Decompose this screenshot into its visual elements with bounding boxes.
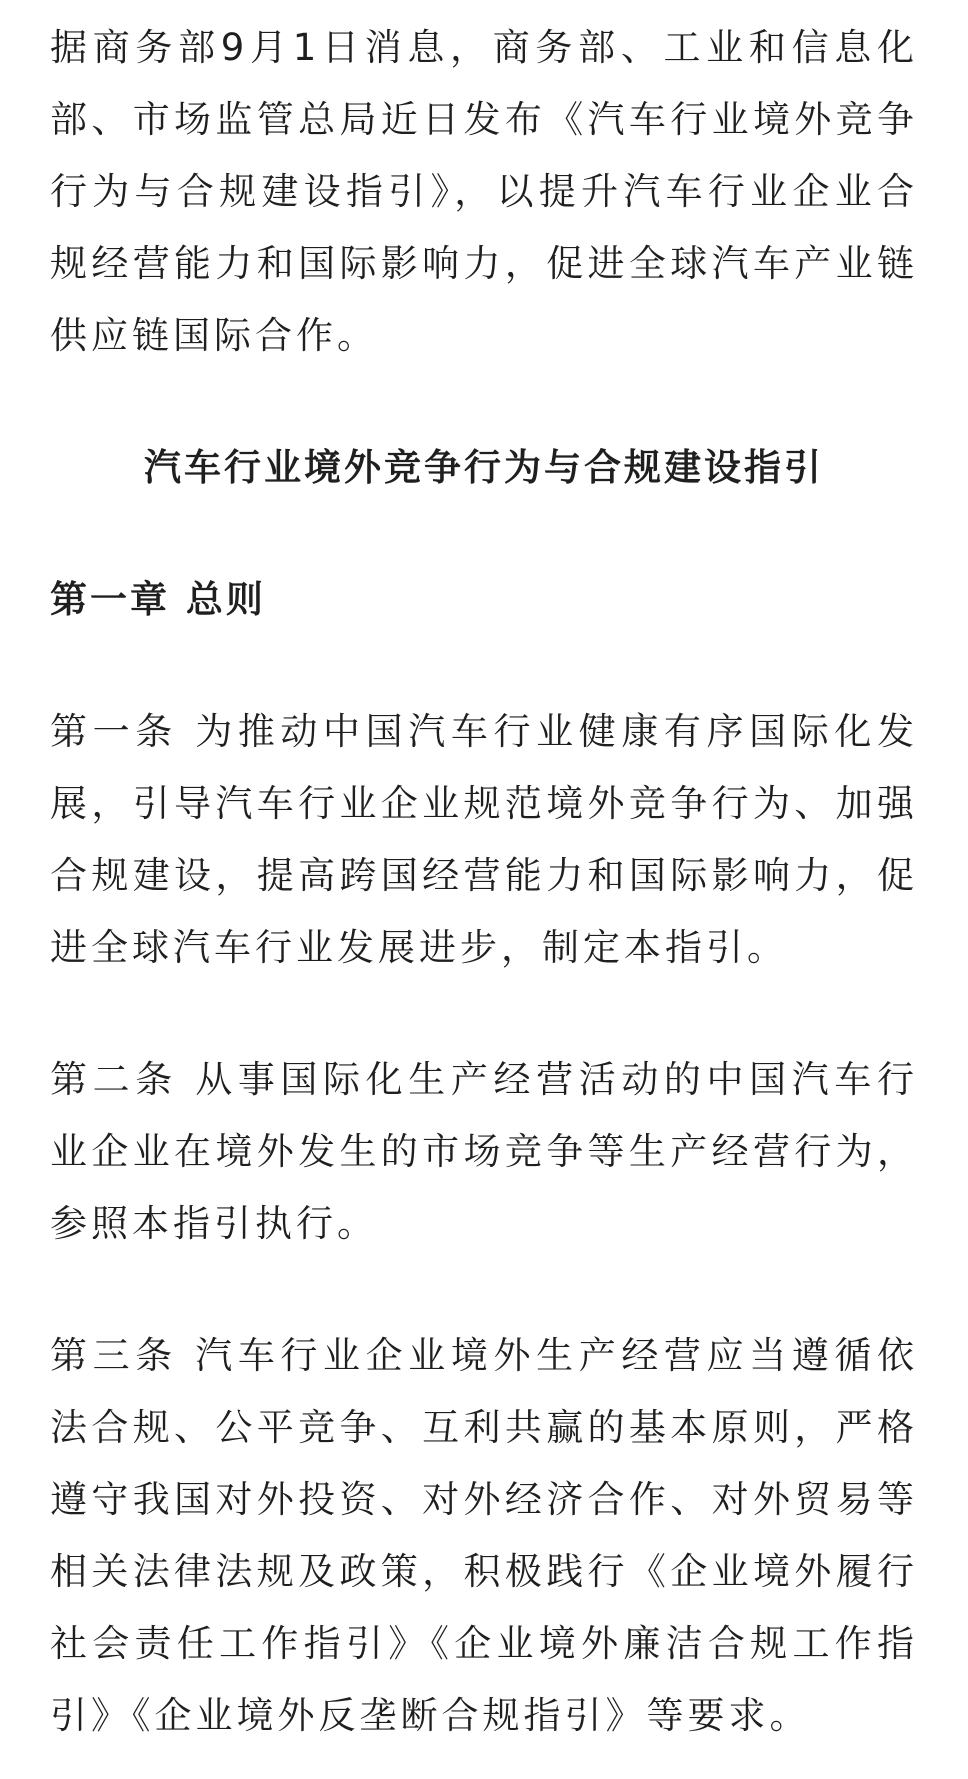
article-3: 第三条 汽车行业企业境外生产经营应当遵循依法合规、公平竞争、互利共赢的基本原则，严格遵守我国对外投资、对外经济合作、对外贸易等相关法律法规及政策，积极践行《企业境外履行社会责任工作指引》《企业境外廉洁合规工作指引》《企业境外反垄断合规指引》等要求。 xyxy=(50,1334,918,1737)
spacer xyxy=(50,372,918,432)
article-1: 第一条 为推动中国汽车行业健康有序国际化发展，引导汽车行业企业规范境外竞争行为、加强合规建设，提高跨国经营能力和国际影响力，促进全球汽车行业发展进步，制定本指引。 xyxy=(50,710,918,969)
intro-paragraph: 据商务部9月1日消息，商务部、工业和信息化部、市场监管总局近日发布《汽车行业境外竞争行为与合规建设指引》，以提升汽车行业企业合规经营能力和国际影响力，促进全球汽车产业链供应链国际合作。 xyxy=(50,26,918,357)
spacer xyxy=(50,636,918,696)
spacer xyxy=(50,504,918,564)
article-2: 第二条 从事国际化生产经营活动的中国汽车行业企业在境外发生的市场竞争等生产经营行为，参照本指引执行。 xyxy=(50,1058,918,1245)
spacer xyxy=(50,1260,918,1320)
document-title: 汽车行业境外竞争行为与合规建设指引 xyxy=(144,446,824,489)
chapter-heading: 第一章 总则 xyxy=(50,578,266,621)
spacer xyxy=(50,984,918,1044)
article-body xyxy=(50,12,918,1752)
